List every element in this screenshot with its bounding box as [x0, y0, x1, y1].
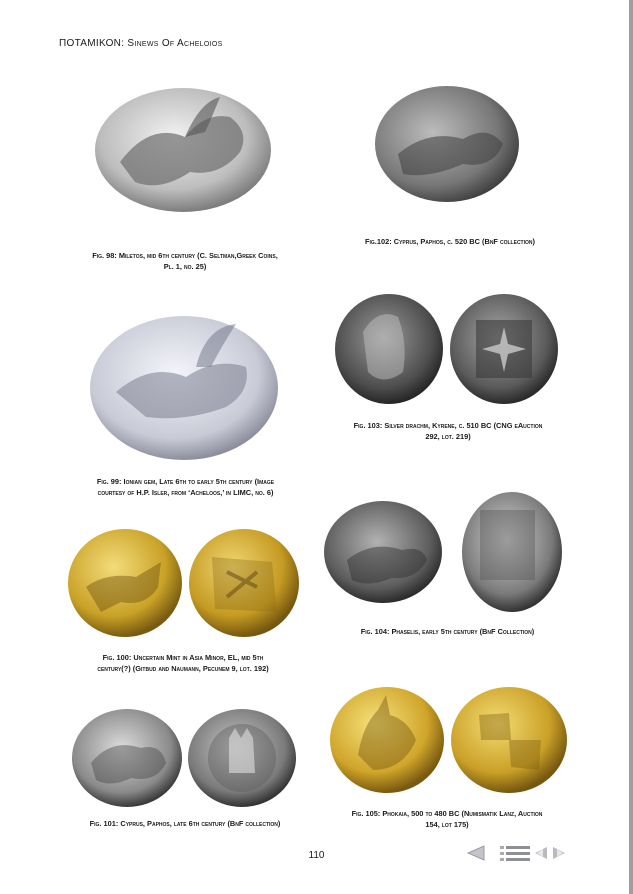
- triangle-left-icon[interactable]: [466, 845, 486, 861]
- caption-104: [330, 626, 565, 637]
- caption-99: [48, 476, 323, 498]
- caption-98-line2: Pl. 1, no. 25): [163, 262, 207, 271]
- forward-icon[interactable]: [551, 845, 567, 861]
- coin-image-103-obverse: [333, 292, 445, 407]
- caption-105: [322, 808, 572, 830]
- coin-image-98: [90, 82, 280, 212]
- caption-105-line1: Fig. 105: Phokaia, 500 to 480 BC (Numismatik Lanz, Auction: [351, 809, 543, 818]
- caption-103-line1: Fig. 103: Silver drachm, Kyrene, c. 510 BC (CNG eAuction: [353, 421, 543, 430]
- back-icon[interactable]: [533, 845, 549, 861]
- coin-image-104-obverse: [322, 500, 444, 605]
- caption-99-line1: Fig. 99: Ionian gem, Late 6th to early 5th century (Image: [96, 477, 275, 486]
- coin-image-100-obverse: [66, 527, 184, 639]
- caption-100-line1: Fig. 100: Uncertain Mint in Asia Minor, EL, mid 5th: [102, 653, 264, 662]
- caption-103: [328, 420, 568, 442]
- caption-105-line2: 154, lot 175): [425, 820, 469, 829]
- caption-100: [52, 652, 314, 674]
- coin-image-101-reverse: [187, 708, 297, 808]
- caption-103-line2: 292, lot. 219): [425, 432, 471, 441]
- caption-101: [55, 818, 315, 829]
- coin-image-105-obverse: [328, 685, 446, 795]
- nav-toc[interactable]: [500, 844, 530, 862]
- caption-100-line2: century(?) (Gitbud and Naumann, Pecunem 9, lot. 192): [97, 664, 269, 673]
- coin-image-103-reverse: [448, 292, 560, 407]
- page-number: 110: [308, 850, 325, 861]
- page-edge: [629, 0, 633, 894]
- caption-99-line2: courtesy of H.P. Isler, from ‘Acheloos,’ in LIMC, no. 6): [97, 488, 274, 497]
- coin-image-100-reverse: [187, 527, 302, 639]
- caption-101-line1: Fig. 101: Cyprus, Paphos, late 6th century (BnF collection): [89, 819, 281, 828]
- gem-image-99: [86, 312, 281, 462]
- nav-forward[interactable]: [551, 844, 567, 862]
- coin-image-105-reverse: [449, 685, 569, 795]
- figure-98: [90, 82, 280, 242]
- caption-102-line1: Fig.102: Cyprus, Paphos, c. 520 BC (BnF collection): [365, 237, 535, 246]
- caption-102: [340, 236, 560, 247]
- nav-prev[interactable]: [466, 844, 486, 862]
- list-icon[interactable]: [500, 845, 530, 861]
- caption-104-line1: Fig. 104: Phaselis, early 5th century (BnF Collection): [360, 627, 535, 636]
- coin-image-102: [373, 84, 523, 204]
- running-header: ΠΟΤΑΜΙΚΟΝ: Sinews Of Acheloios: [59, 38, 223, 49]
- caption-98-line1: Fig. 98: Miletos, mid 6th century (C. Seltman,Greek Coins,: [92, 251, 278, 260]
- caption-98: [60, 250, 310, 272]
- coin-image-101-obverse: [71, 708, 183, 808]
- coin-image-104-reverse: [460, 490, 564, 615]
- nav-back[interactable]: [533, 844, 549, 862]
